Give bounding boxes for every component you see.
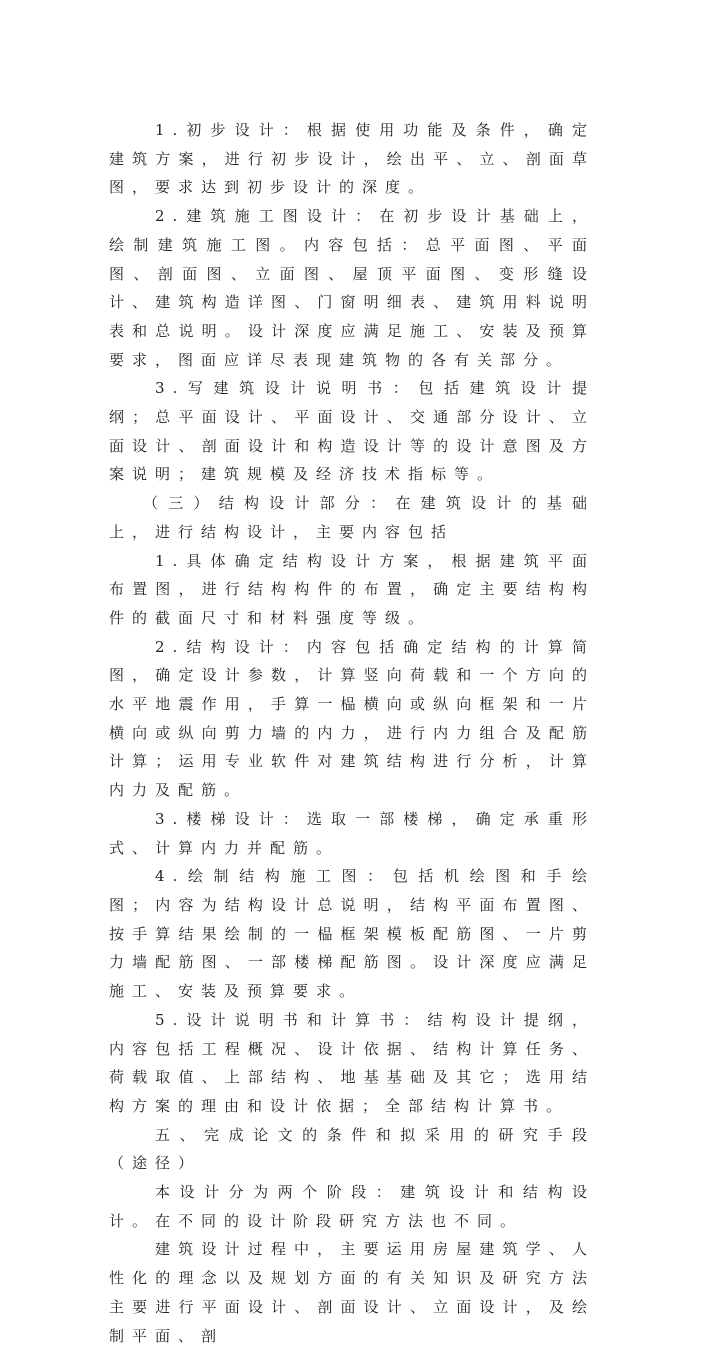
document-page [109, 116, 595, 1350]
paragraph-structural-scheme: 1.具体确定结构设计方案，根据建筑平面布置图，进行结构构件的布置，确定主要结构构件的截面尺寸和材料强度等级。 [109, 551, 595, 627]
paragraph-construction-drawings: 2.建筑施工图设计：在初步设计基础上，绘制建筑施工图。内容包括：总平面图、平面图、剖面图、立面图、屋顶平面图、变形缝设计、建筑构造详图、门窗明细表、建筑用料说明表和总说明。设计深度应满足施工、安装及预算要求，图面应详尽表现建筑物的各有关部分。 [109, 207, 595, 369]
paragraph-stair-design: 3.楼梯设计：选取一部楼梯，确定承重形式、计算内力并配筋。 [109, 809, 595, 857]
section-heading-structural-design: （三）结构设计部分：在建筑设计的基础上，进行结构设计，主要内容包括 [109, 494, 595, 541]
paragraph-calculation-book: 5.设计说明书和计算书：结构设计提纲，内容包括工程概况、设计依据、结构计算任务、荷载取值、上部结构、地基基础及其它；选用结构方案的理由和设计依据；全部结构计算书。 [109, 1010, 595, 1115]
paragraph-preliminary-design: 1.初步设计：根据使用功能及条件，确定建筑方案，进行初步设计，绘出平、立、剖面草图，要求达到初步设计的深度。 [109, 121, 595, 197]
paragraph-architectural-process: 建筑设计过程中，主要运用房屋建筑学、人性化的理念以及规划方面的有关知识及研究方法主要进行平面设计、剖面设计、立面设计，及绘制平面、剖 [109, 1240, 595, 1345]
paragraph-structural-drawings: 4.绘制结构施工图：包括机绘图和手绘图；内容为结构设计总说明，结构平面布置图、按手算结果绘制的一榀框架模板配筋图、一片剪力墙配筋图、一部楼梯配筋图。设计深度应满足施工、安装及预算要求。 [109, 867, 595, 1001]
paragraph-structural-calculation: 2.结构设计：内容包括确定结构的计算简图，确定设计参数，计算竖向荷载和一个方向的水平地震作用，手算一榀横向或纵向框架和一片横向或纵向剪力墙的内力，进行内力组合及配筋计算；运用专业软件对建筑结构进行分析，计算内力及配筋。 [109, 637, 595, 800]
paragraph-design-specification: 3.写建筑设计说明书：包括建筑设计提纲；总平面设计、平面设计、交通部分设计、立面设计、剖面设计和构造设计等的设计意图及方案说明；建筑规模及经济技术指标等。 [109, 379, 595, 484]
section-heading-research-methods: 五、完成论文的条件和拟采用的研究手段（途径） [109, 1125, 595, 1173]
paragraph-two-stages: 本设计分为两个阶段：建筑设计和结构设计。在不同的设计阶段研究方法也不同。 [109, 1183, 595, 1230]
